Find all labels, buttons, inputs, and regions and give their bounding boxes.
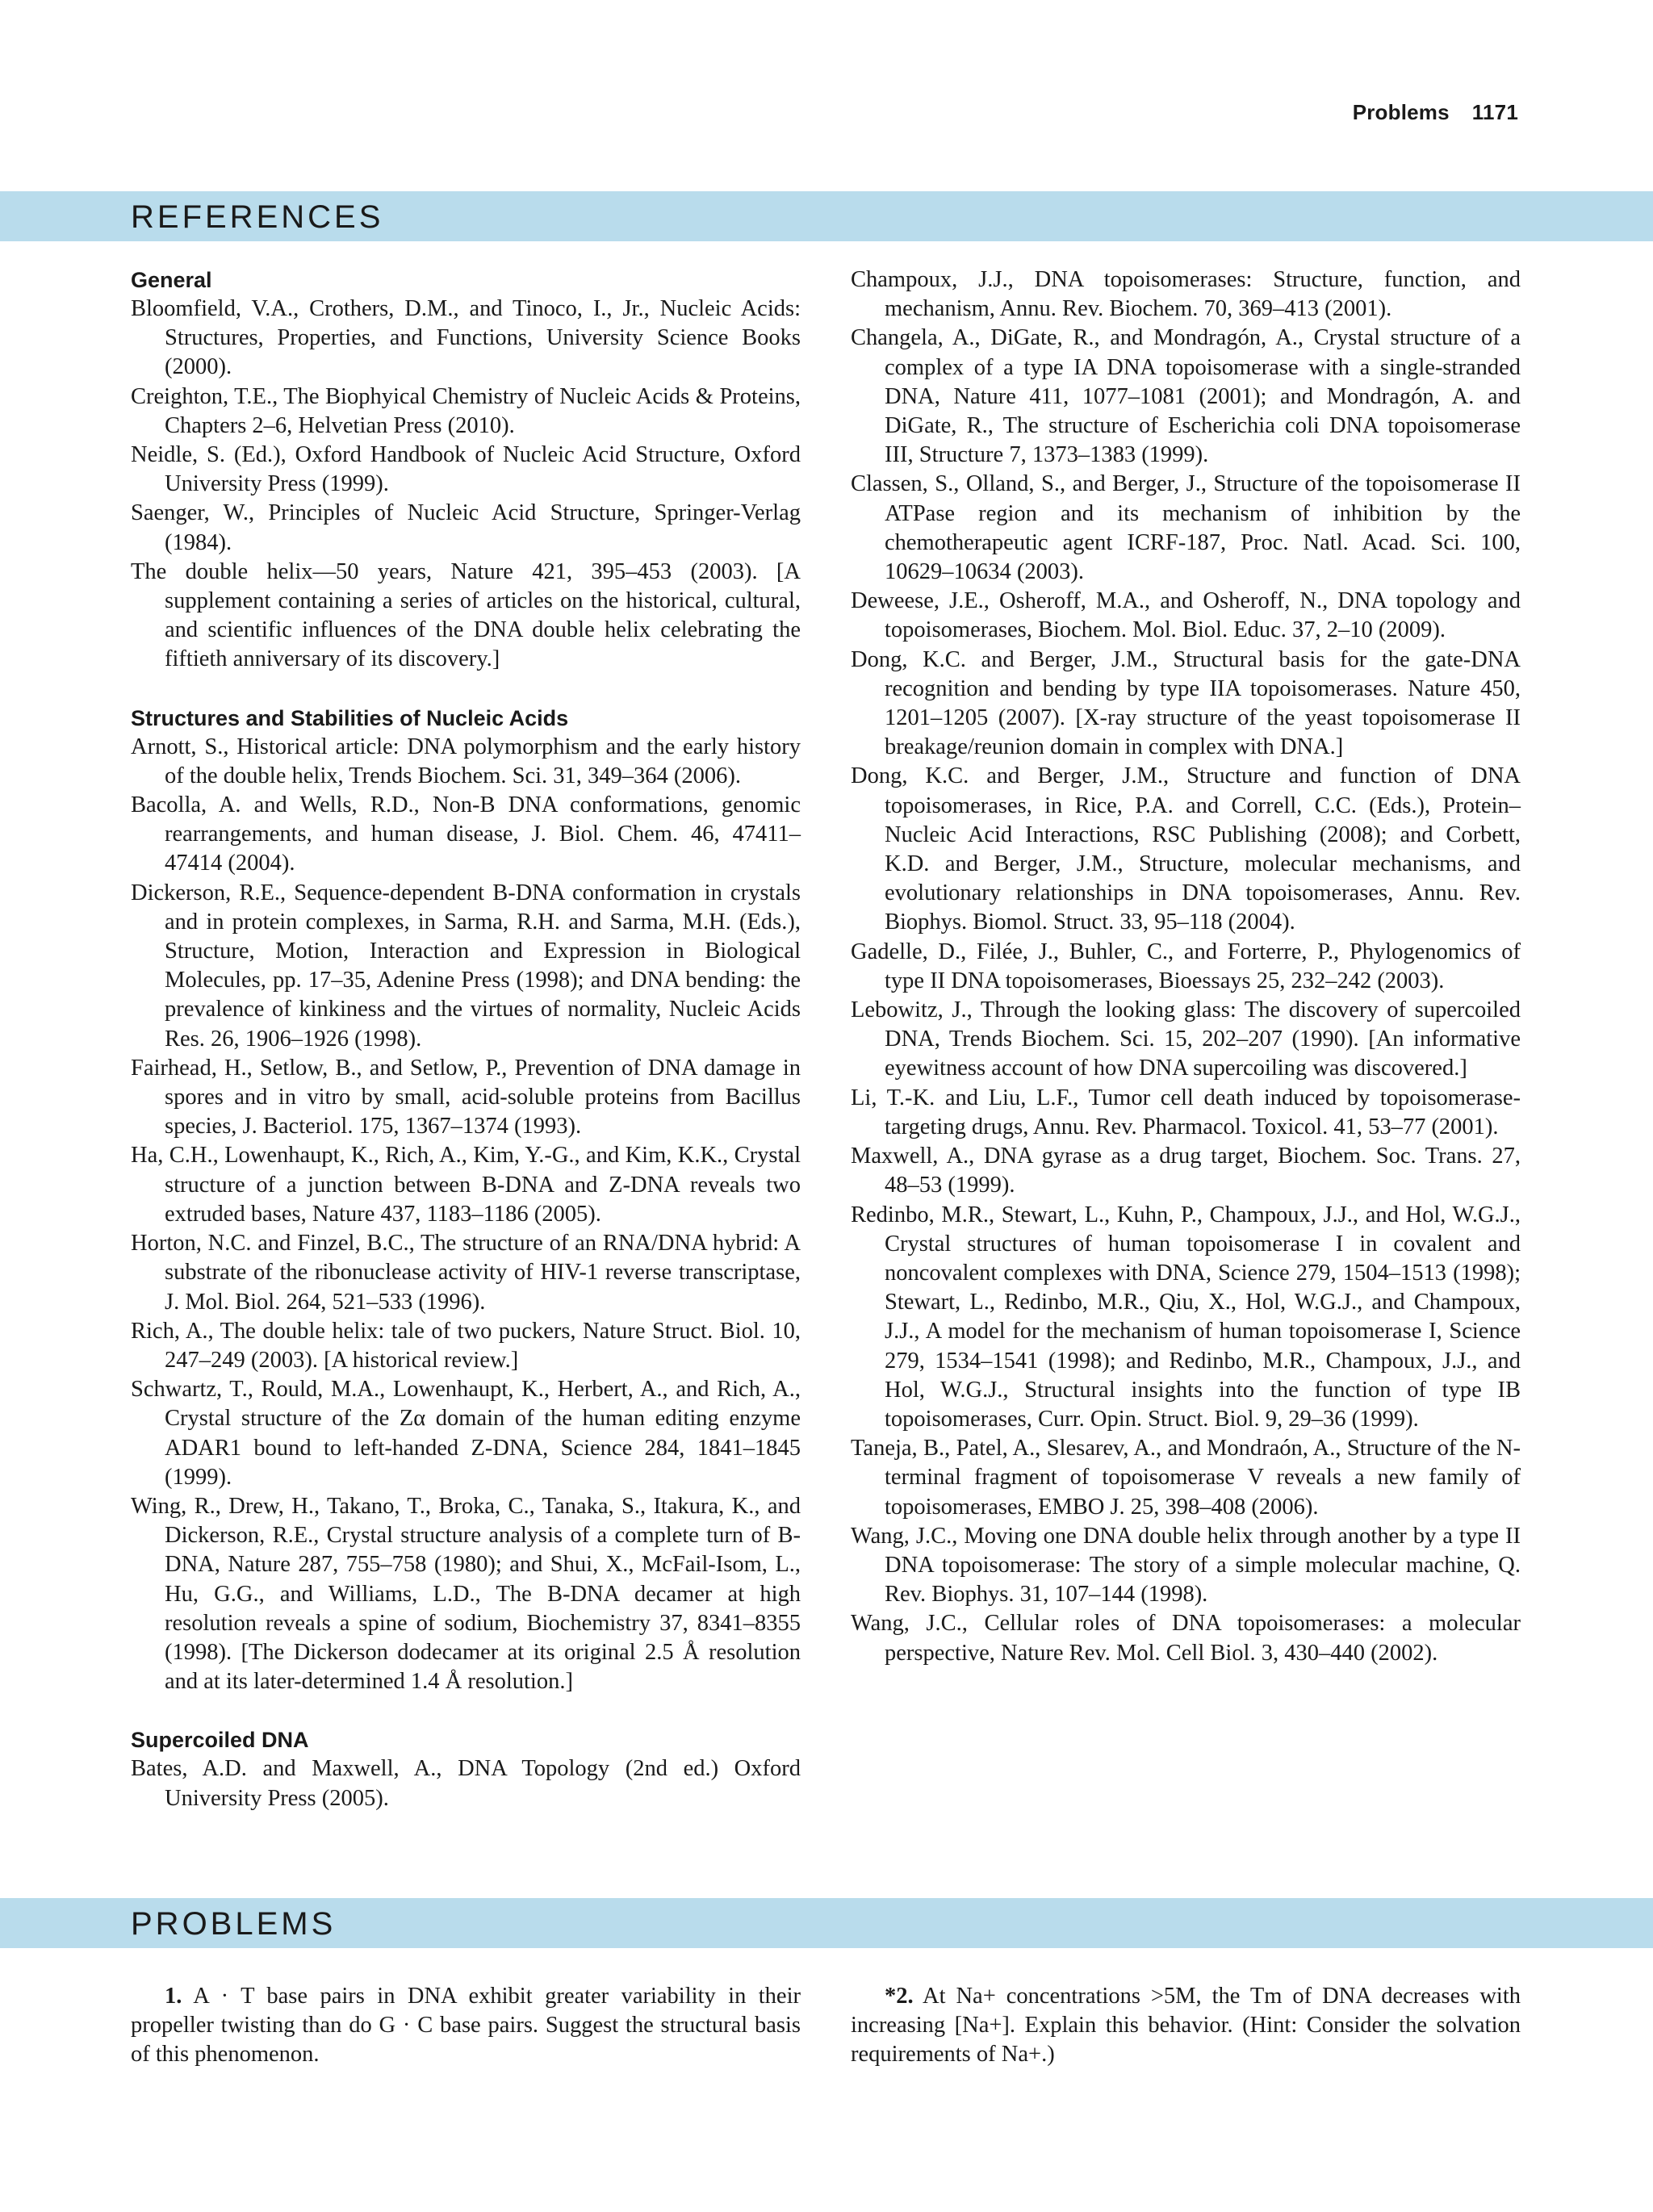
problem-number: *2. (885, 1984, 914, 2009)
running-header-section: Problems (1352, 100, 1450, 124)
reference-entry: Bloomfield, V.A., Crothers, D.M., and Tinoco, I., Jr., Nucleic Acids: Structures, Properties, and Functions, University Science Books (2000). (131, 296, 801, 380)
reference-entry: Maxwell, A., DNA gyrase as a drug target, Biochem. Soc. Trans. 27, 48–53 (1999). (851, 1144, 1521, 1198)
reference-entry: Rich, A., The double helix: tale of two puckers, Nature Struct. Biol. 10, 247–249 (2003). [A historical review.] (131, 1318, 801, 1373)
reference-entry: Ha, C.H., Lowenhaupt, K., Rich, A., Kim, Y.-G., and Kim, K.K., Crystal structure of a junction between B-DNA and Z-DNA reveals two extruded bases, Nature 437, 1183–1186 (2005). (131, 1143, 801, 1227)
references-right-column (851, 266, 1521, 1668)
reference-entry: Dong, K.C. and Berger, J.M., Structural basis for the gate-DNA recognition and bending by type IIA topoisomerases. Nature 450, 1201–1205 (2007). [X-ray structure of the yeast topoisomerase II breakage/reunion domain in complex with DNA.] (851, 646, 1521, 760)
section-title-general: General (131, 268, 212, 292)
section-title-structures: Structures and Stabilities of Nucleic Acids (131, 705, 569, 730)
reference-entry: Fairhead, H., Setlow, B., and Setlow, P., Prevention of DNA damage in spores and in vitro by small, acid-soluble proteins from Bacillus species, J. Bacteriol. 175, 1367–1374 (1993). (131, 1055, 801, 1139)
reference-entry: Redinbo, M.R., Stewart, L., Kuhn, P., Champoux, J.J., and Hol, W.G.J., Crystal structures of human topoisomerase I in covalent and noncovalent complexes with DNA, Science 279, 1504–1513 (1998); Stewart, L., Redinbo, M.R., Qiu, X., Hol, W.G.J., and Champoux, J.J., A model for the mechanism of human topoisomerase I, Science 279, 1534–1541 (1998); and Redinbo, M.R., Champoux, J.J., and Hol, W.G.J., Structural insights into the function of type IB topoisomerases, Curr. Opin. Struct. Biol. 9, 29–36 (1999). (851, 1202, 1521, 1432)
problem-text: A · T base pairs in DNA exhibit greater variability in their propeller twisting than do G · C base pairs. Suggest the structural basis of this phenomenon. (131, 1984, 801, 2068)
reference-entry: The double helix—50 years, Nature 421, 395–453 (2003). [A supplement containing a series of articles on the historical, cultural, and scientific influences of the DNA double helix celebrating the fiftieth anniversary of its discovery.] (131, 558, 801, 672)
reference-entry: Creighton, T.E., The Biophyical Chemistry of Nucleic Acids & Proteins, Chapters 2–6, Helvetian Press (2010). (131, 383, 801, 438)
references-band (0, 191, 1653, 241)
running-header (1353, 100, 1518, 125)
reference-entry: Lebowitz, J., Through the looking glass: The discovery of supercoiled DNA, Trends Biochem. Sci. 15, 202–207 (1990). [An informative eyewitness account of how DNA supercoiling was discovered.] (851, 997, 1521, 1081)
references-left-column (131, 266, 801, 1813)
reference-entry: Neidle, S. (Ed.), Oxford Handbook of Nucleic Acid Structure, Oxford University Press (1999). (131, 442, 801, 497)
reference-entry: Saenger, W., Principles of Nucleic Acid Structure, Springer-Verlag (1984). (131, 500, 801, 555)
problem-2 (851, 1982, 1521, 2070)
reference-entry: Bates, A.D. and Maxwell, A., DNA Topology (2nd ed.) Oxford University Press (2005). (131, 1756, 801, 1811)
reference-entry: Arnott, S., Historical article: DNA polymorphism and the early history of the double helix, Trends Biochem. Sci. 31, 349–364 (2006). (131, 734, 801, 788)
reference-entry: Schwartz, T., Rould, M.A., Lowenhaupt, K., Herbert, A., and Rich, A., Crystal structure of the Zα domain of the human editing enzyme ADAR1 bound to left-handed Z-DNA, Science 284, 1841–1845 (1999). (131, 1377, 801, 1490)
reference-entry: Dickerson, R.E., Sequence-dependent B-DNA conformation in crystals and in protein complexes, in Sarma, R.H. and Sarma, M.H. (Eds.), Structure, Motion, Interaction and Expression in Biological Molecules, pp. 17–35, Adenine Press (1998); and DNA bending: the prevalence of kinkiness and the virtues of normality, Nucleic Acids Res. 26, 1906–1926 (1998). (131, 880, 801, 1052)
reference-entry: Classen, S., Olland, S., and Berger, J., Structure of the topoisomerase II ATPase region and its mechanism of inhibition by the chemotherapeutic agent ICRF-187, Proc. Natl. Acad. Sci. 100, 10629–10634 (2003). (851, 471, 1521, 585)
reference-entry: Changela, A., DiGate, R., and Mondragón, A., Crystal structure of a complex of a type IA DNA topoisomerase with a single-stranded DNA, Nature 411, 1077–1081 (2001); and Mondragón, A. and DiGate, R., The structure of Escherichia coli DNA topoisomerase III, Structure 7, 1373–1383 (1999). (851, 325, 1521, 468)
reference-entry: Wang, J.C., Moving one DNA double helix through another by a type II DNA topoisomerase: The story of a simple molecular machine, Q. Rev. Biophys. 31, 107–144 (1998). (851, 1523, 1521, 1608)
reference-entry: Deweese, J.E., Osheroff, M.A., and Osheroff, N., DNA topology and topoisomerases, Biochem. Mol. Biol. Educ. 37, 2–10 (2009). (851, 588, 1521, 643)
problem-number: 1. (165, 1984, 182, 2009)
reference-entry: Li, T.-K. and Liu, L.F., Tumor cell death induced by topoisomerase-targeting drugs, Annu. Rev. Pharmacol. Toxicol. 41, 53–77 (2001). (851, 1085, 1521, 1139)
reference-entry: Wing, R., Drew, H., Takano, T., Broka, C., Tanaka, S., Itakura, K., and Dickerson, R.E., Crystal structure analysis of a complete turn of B-DNA, Nature 287, 755–758 (1980); and Shui, X., McFail-Isom, L., Hu, G.G., and Williams, L.D., The B-DNA decamer at high resolution reveals a spine of sodium, Biochemistry 37, 8341–8355 (1998). [The Dickerson dodecamer at its original 2.5 Å resolution and at its later-determined 1.4 Å resolution.] (131, 1493, 801, 1695)
problem-text: At Na+ concentrations >5M, the Tm of DNA decreases with increasing [Na+]. Explain this behavior. (Hint: Consider the solvation requirements of Na+.) (851, 1984, 1521, 2068)
reference-entry: Dong, K.C. and Berger, J.M., Structure and function of DNA topoisomerases, in Rice, P.A. and Correll, C.C. (Eds.), Protein–Nucleic Acid Interactions, RSC Publishing (2008); and Corbett, K.D. and Berger, J.M., Structure, molecular mechanisms, and evolutionary relationships in DNA topoisomerases, Annu. Rev. Biophys. Biomol. Struct. 33, 95–118 (2004). (851, 763, 1521, 935)
reference-entry: Bacolla, A. and Wells, R.D., Non-B DNA conformations, genomic rearrangements, and human disease, J. Biol. Chem. 46, 47411–47414 (2004). (131, 792, 801, 876)
problem-1 (131, 1982, 801, 2070)
reference-entry: Horton, N.C. and Finzel, B.C., The structure of an RNA/DNA hybrid: A substrate of the ribonuclease activity of HIV-1 reverse transcriptase, J. Mol. Biol. 264, 521–533 (1996). (131, 1231, 801, 1315)
references-heading: REFERENCES (131, 199, 384, 235)
reference-entry: Gadelle, D., Filée, J., Buhler, C., and Forterre, P., Phylogenomics of type II DNA topoisomerases, Bioessays 25, 232–242 (2003). (851, 939, 1521, 993)
problems-heading: PROBLEMS (131, 1906, 337, 1942)
reference-entry: Taneja, B., Patel, A., Slesarev, A., and Mondraón, A., Structure of the N-terminal fragment of topoisomerase V reveals a new family of topoisomerases, EMBO J. 25, 398–408 (2006). (851, 1436, 1521, 1520)
section-title-supercoiled: Supercoiled DNA (131, 1728, 309, 1753)
reference-entry: Champoux, J.J., DNA topoisomerases: Structure, function, and mechanism, Annu. Rev. Biochem. 70, 369–413 (2001). (851, 267, 1521, 322)
reference-entry: Wang, J.C., Cellular roles of DNA topoisomerases: a molecular perspective, Nature Rev. Mol. Cell Biol. 3, 430–440 (2002). (851, 1611, 1521, 1666)
page-number: 1171 (1471, 100, 1518, 124)
problems-band (0, 1898, 1653, 1948)
